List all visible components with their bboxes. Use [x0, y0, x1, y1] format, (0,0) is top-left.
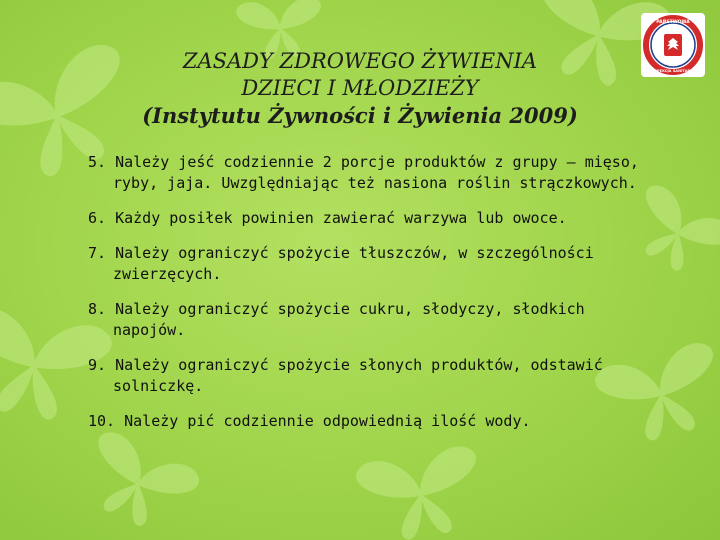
sanitary-inspection-logo: [640, 12, 706, 78]
slide-title: [100, 48, 620, 129]
logo-bottom-text: INSPEKCJA SANITARNA: [650, 69, 696, 73]
list-item: 6. Każdy posiłek powinien zawierać warzywa lub owoce.: [88, 209, 567, 227]
title-line-3: (Instytutu Żywności i Żywienia 2009): [142, 103, 578, 128]
butterfly-icon: [354, 444, 488, 540]
list-item: 7. Należy ograniczyć spożycie tłuszczów, w szczególności zwierzęcych.: [88, 244, 594, 283]
title-line-1: ZASADY ZDROWEGO ŻYWIENIA: [182, 49, 538, 73]
eagle-emblem-icon: [664, 34, 682, 56]
list-item: 8. Należy ograniczyć spożycie cukru, słodyczy, słodkich napojów.: [88, 300, 585, 339]
logo-top-text: PAŃSTWOWA: [656, 20, 690, 25]
list-item: 5. Należy jeść codziennie 2 porcje produktów z grupy – mięso, ryby, jaja. Uwzględniając też nasiona roślin strączkowych.: [88, 153, 639, 192]
title-line-2: DZIECI I MŁODZIEŻY: [241, 76, 479, 100]
list-item: 9. Należy ograniczyć spożycie słonych produktów, odstawić solniczkę.: [88, 356, 603, 395]
rules-list: [88, 152, 648, 446]
list-item: 10. Należy pić codziennie odpowiednią ilość wody.: [88, 412, 531, 430]
